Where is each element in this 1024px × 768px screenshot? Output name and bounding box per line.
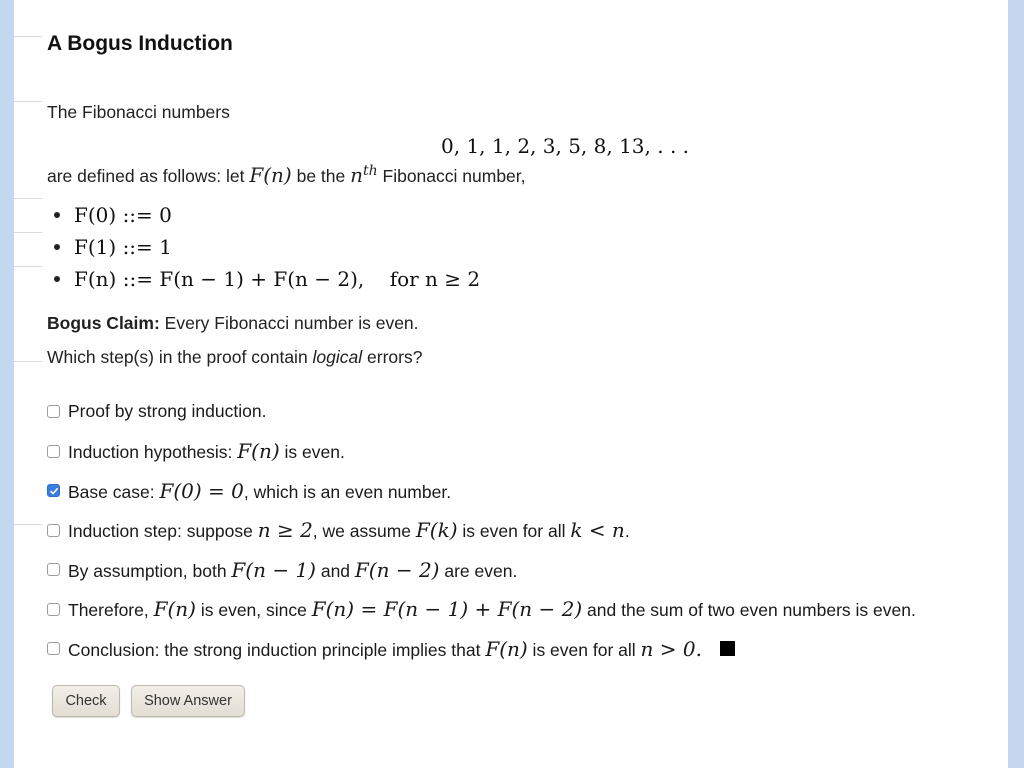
definition-suffix: Fibonacci number, xyxy=(377,166,526,186)
option-text: is even, since xyxy=(195,600,312,621)
math-expression: F(n) xyxy=(153,597,196,622)
answer-checkbox[interactable] xyxy=(47,524,60,537)
page-title: A Bogus Induction xyxy=(47,32,233,55)
option-text: , which is an even number. xyxy=(243,481,452,502)
divider xyxy=(14,361,42,362)
math-expression: k < n xyxy=(570,518,625,543)
answer-option[interactable] xyxy=(47,511,916,551)
option-text: By assumption, both xyxy=(68,560,232,581)
math-expression: F(0) = 0 xyxy=(159,478,244,503)
question-prefix: Which step(s) in the proof contain xyxy=(47,347,313,367)
answer-option[interactable] xyxy=(47,471,916,511)
answer-option[interactable] xyxy=(47,629,916,669)
divider xyxy=(14,36,42,37)
divider xyxy=(14,101,42,102)
math-expression: F(n) = F(n − 1) + F(n − 2) xyxy=(311,597,583,622)
option-text: is even for all xyxy=(457,521,571,542)
option-text: . xyxy=(624,521,630,542)
divider xyxy=(14,198,42,199)
option-text: Conclusion: the strong induction principle implies that xyxy=(68,639,486,660)
fibonacci-sequence: 0, 1, 1, 2, 3, 5, 8, 13, . . . xyxy=(441,134,690,158)
divider xyxy=(14,524,42,525)
definition-item-text: F(1) ::= 1 xyxy=(74,235,172,259)
definition-item-text: F(0) ::= 0 xyxy=(74,203,172,227)
check-button[interactable]: Check xyxy=(52,685,120,717)
claim-label: Bogus Claim: xyxy=(47,313,160,333)
math-expression: F(n) xyxy=(237,439,280,464)
bullet-icon xyxy=(54,212,60,218)
definition-prefix: are defined as follows: let xyxy=(47,166,250,186)
math-expression: n > 0. xyxy=(640,636,702,661)
answer-checkbox[interactable] xyxy=(47,405,60,418)
answer-option-label xyxy=(68,558,517,582)
option-text: Induction hypothesis: xyxy=(68,442,238,463)
option-text: is even for all xyxy=(527,639,641,660)
qed-square-icon xyxy=(720,641,735,656)
option-text: Base case: xyxy=(68,481,160,502)
answer-options xyxy=(47,392,916,669)
option-text: is even. xyxy=(279,442,345,463)
answer-option[interactable] xyxy=(47,392,916,432)
definition-item xyxy=(54,199,480,231)
bullet-icon xyxy=(54,276,60,282)
answer-option-label xyxy=(68,479,451,503)
option-text: , we assume xyxy=(312,521,416,542)
option-text: and xyxy=(315,560,355,581)
option-text: Proof by strong induction. xyxy=(68,401,267,422)
definition-fn: F(n) xyxy=(249,163,292,187)
answer-checkbox[interactable] xyxy=(47,603,60,616)
answer-checkbox[interactable] xyxy=(47,445,60,458)
answer-checkbox[interactable] xyxy=(47,642,60,655)
answer-option[interactable] xyxy=(47,590,916,630)
bullet-icon xyxy=(54,244,60,250)
divider xyxy=(14,232,42,233)
option-text: are even. xyxy=(439,560,518,581)
math-expression: F(n − 2) xyxy=(354,557,440,582)
answer-option-label xyxy=(68,401,266,422)
math-expression: F(n − 1) xyxy=(231,557,316,582)
answer-option-label xyxy=(68,518,630,542)
math-expression: F(k) xyxy=(415,518,458,543)
definition-th: th xyxy=(363,163,378,180)
answer-option-label xyxy=(68,597,916,621)
definition-item-text: F(n) ::= F(n − 1) + F(n − 2), for n ≥ 2 xyxy=(74,267,481,291)
definition-list xyxy=(54,199,480,295)
bogus-claim xyxy=(47,313,419,334)
definition-text xyxy=(47,163,526,187)
option-text: and the sum of two even numbers is even. xyxy=(582,600,916,621)
answer-option-label xyxy=(68,439,345,463)
definition-n: n xyxy=(350,163,363,187)
definition-middle: be the xyxy=(291,166,351,186)
option-text: Induction step: suppose xyxy=(68,521,258,542)
question-text xyxy=(47,347,422,368)
answer-checkbox[interactable] xyxy=(47,563,60,576)
show-answer-button[interactable]: Show Answer xyxy=(131,685,245,717)
option-text: Therefore, xyxy=(68,600,154,621)
question-emphasis: logical xyxy=(312,347,363,367)
checkmark-icon xyxy=(49,486,59,496)
divider xyxy=(14,266,42,267)
answer-option[interactable] xyxy=(47,432,916,472)
math-expression: F(n) xyxy=(485,636,528,661)
definition-item xyxy=(54,231,480,263)
answer-checkbox[interactable] xyxy=(47,484,60,497)
problem-panel xyxy=(14,0,1008,768)
math-expression: n ≥ 2 xyxy=(257,518,313,543)
intro-text: The Fibonacci numbers xyxy=(47,102,230,122)
question-suffix: errors? xyxy=(362,347,423,367)
definition-item xyxy=(54,263,480,295)
claim-text: Every Fibonacci number is even. xyxy=(159,313,419,333)
answer-option[interactable] xyxy=(47,550,916,590)
answer-option-label xyxy=(68,637,702,661)
